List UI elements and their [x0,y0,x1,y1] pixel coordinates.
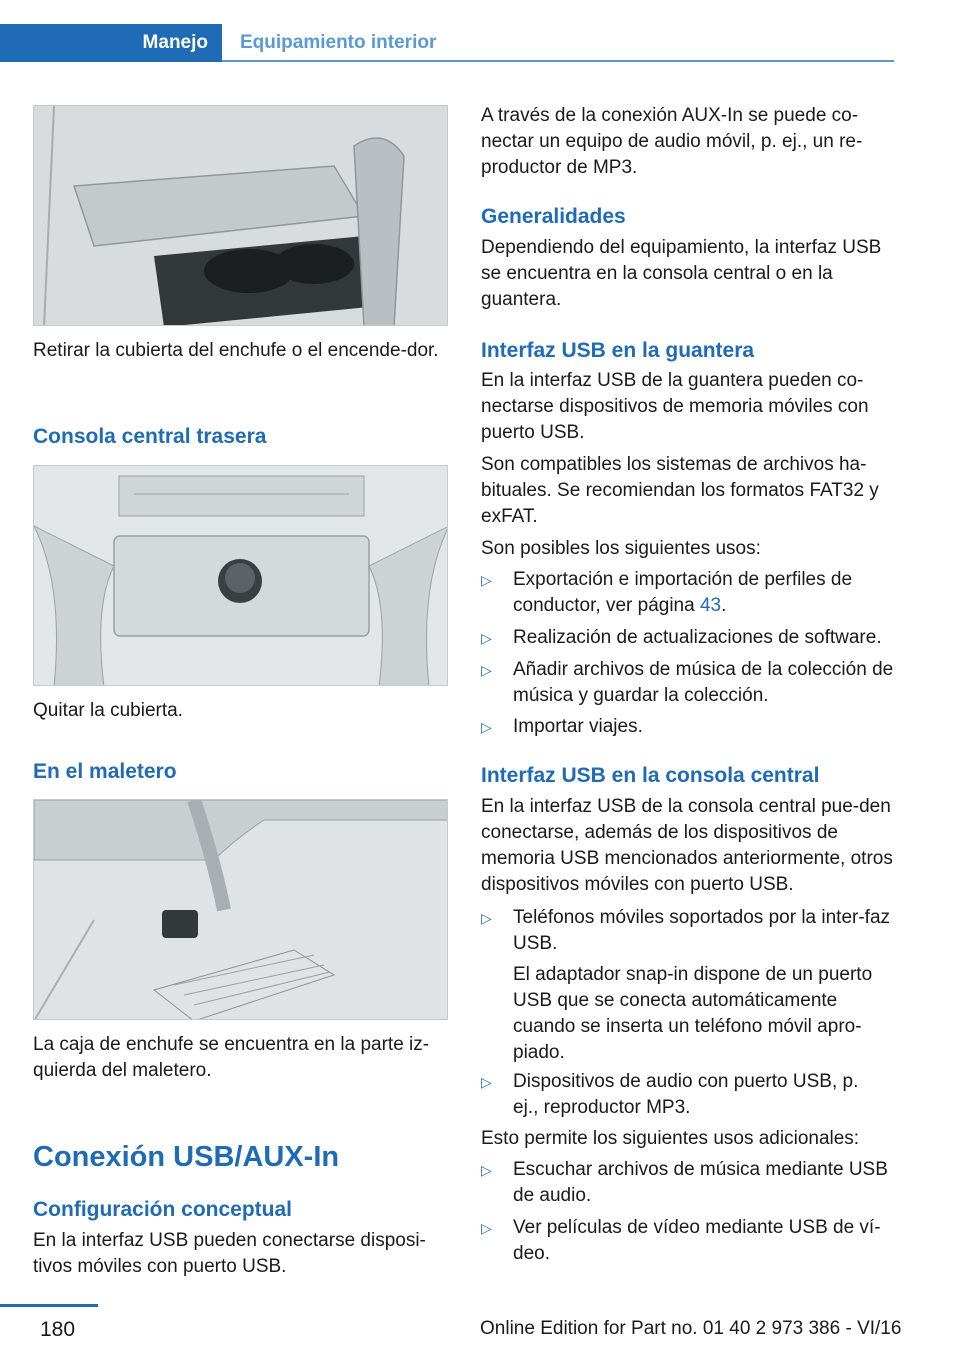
header-rule [222,60,894,62]
bullet-icon: ▷ [481,1162,492,1178]
aux-text: A través de la conexión AUX-In se puede co-nectar un equipo de audio móvil, p. ej., un re-productor de MP3. [481,105,863,178]
general-text: Dependiendo del equipamiento, la interfaz USB se encuentra en la consola central o en la guantera. [481,237,882,310]
heading-rear-console: Consola central trasera [33,425,267,448]
bullet-icon: ▷ [481,1074,492,1090]
bullet-icon: ▷ [481,662,492,678]
snap-in-text: El adaptador snap-in dispone de un puerto USB que se conecta automáticamente cuando se inserta un teléfono móvil apro-piado. [513,964,873,1063]
bullet-icon: ▷ [481,1220,492,1236]
concept-text: En la interfaz USB pueden conectarse disposi-tivos móviles con puerto USB. [33,1230,426,1277]
cupholder-illustration [34,106,448,326]
bullet-icon: ▷ [481,572,492,588]
console-text: En la interfaz USB de la consola central pue-den conectarse, además de los dispositivos de memoria USB mencionados anteriormente, otros dispositivos móviles con puerto USB. [481,796,893,895]
additional-intro: Esto permite los siguientes usos adicionales: [481,1128,860,1149]
glovebox-text: En la interfaz USB de la guantera pueden co-nectarse dispositivos de memoria móviles con puerto USB. [481,370,869,443]
rear-console-illustration [34,466,448,686]
edition-text: Online Edition for Part no. 01 40 2 973 386 - VI/16 [480,1318,902,1339]
trunk-illustration [34,800,448,1020]
bullet-icon: ▷ [481,719,492,735]
rear-console-photo [33,465,448,686]
page-link[interactable]: 43 [699,595,722,616]
heading-trunk: En el maletero [33,760,177,783]
bullet-icon: ▷ [481,910,492,926]
bullet-icon: ▷ [481,630,492,646]
heading-general: Generalidades [481,205,626,228]
uses-intro: Son posibles los siguientes usos: [481,538,761,559]
caption-cupholder: Retirar la cubierta del enchufe o el encende-dor. [33,340,439,361]
footer-rule [0,1304,98,1307]
heading-concept: Configuración conceptual [33,1198,293,1221]
filesystem-text: Son compatibles los sistemas de archivos ha-bituales. Se recomiendan los formatos FAT32 y exFAT. [481,454,879,527]
cupholder-photo [33,105,448,326]
caption-trunk: La caja de enchufe se encuentra en la parte iz-quierda del maletero. [33,1034,430,1081]
heading-console-usb: Interfaz USB en la consola central [481,764,820,787]
list-item: ▷ Exportación e importación de perfiles de conductor, ver página 43. [481,569,853,616]
heading-glovebox: Interfaz USB en la guantera [481,339,755,362]
page-number: 180 [40,1318,76,1341]
trunk-photo [33,799,448,1020]
subsection-tab[interactable]: Equipamiento interior [240,32,437,53]
page-header [0,0,960,64]
section-tab[interactable]: Manejo [0,24,222,62]
heading-usb-aux: Conexión USB/AUX-In [33,1141,340,1173]
caption-rear-console: Quitar la cubierta. [33,700,183,721]
